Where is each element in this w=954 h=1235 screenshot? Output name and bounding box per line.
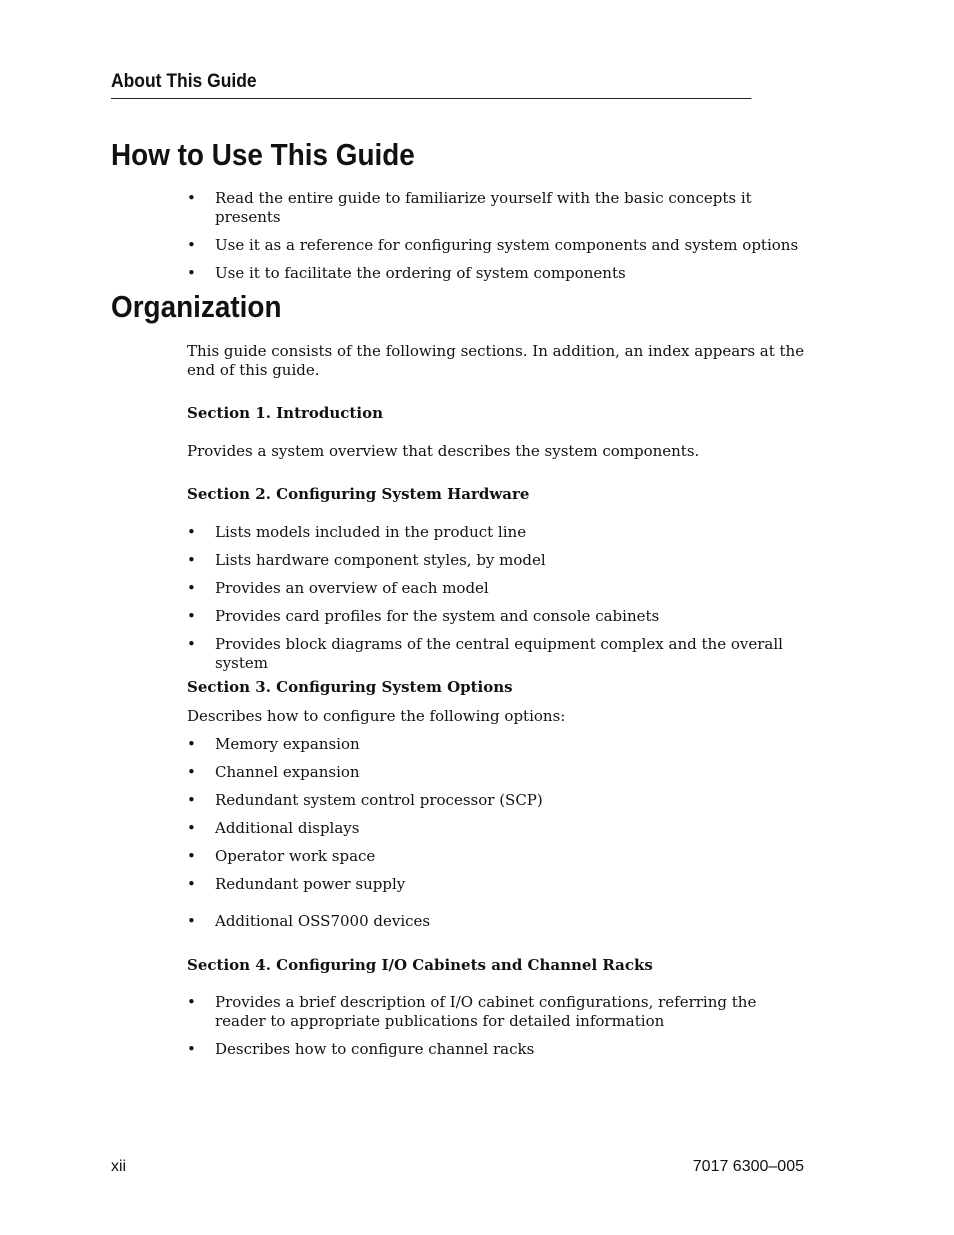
bullet-icon: • xyxy=(187,735,196,753)
bullet-icon: • xyxy=(187,875,196,893)
bullet-icon: • xyxy=(187,993,196,1011)
list-item: • Provides card profiles for the system and console cabinets xyxy=(187,607,660,625)
bullet-icon: • xyxy=(187,1040,196,1058)
running-header: About This Guide xyxy=(111,70,751,99)
list-item: • Redundant system control processor (SCP) xyxy=(187,791,543,809)
bullet-icon: • xyxy=(187,763,196,781)
how-to-use-list-block xyxy=(187,189,807,292)
footer-page-number: xii xyxy=(111,1158,127,1175)
section1-heading: Section 1. Introduction xyxy=(187,404,383,422)
bullet-icon: • xyxy=(187,523,196,541)
heading-organization: Organization xyxy=(111,289,282,324)
list-item: • Use it to facilitate the ordering of system components xyxy=(187,264,626,282)
list-item: • Channel expansion xyxy=(187,763,360,781)
how-to-use-list xyxy=(187,189,807,283)
bullet-icon: • xyxy=(187,189,196,207)
organization-intro xyxy=(187,342,807,380)
section3-extra-list xyxy=(187,912,807,931)
list-item: • Read the entire guide to familiarize yourself with the basic concepts it presents xyxy=(187,189,752,226)
list-item: • Use it as a reference for configuring system components and system options xyxy=(187,236,799,254)
list-item: • Redundant power supply xyxy=(187,875,406,893)
bullet-icon: • xyxy=(187,847,196,865)
section4-list xyxy=(187,993,807,1059)
section3-list-block xyxy=(187,735,807,903)
section4-heading: Section 4. Configuring I/O Cabinets and Channel Racks xyxy=(187,956,653,974)
list-item: • Lists models included in the product line xyxy=(187,523,527,541)
list-item: • Provides a brief description of I/O cabinet configurations, referring the reader to appropriate publications for detailed information xyxy=(187,993,757,1030)
section2-heading: Section 2. Configuring System Hardware xyxy=(187,485,530,503)
bullet-icon: • xyxy=(187,579,196,597)
organization-intro-text: This guide consists of the following sections. In addition, an index appears at the end of this guide. xyxy=(187,342,805,379)
bullet-icon: • xyxy=(187,819,196,837)
list-item: • Lists hardware component styles, by model xyxy=(187,551,546,569)
list-item: • Provides an overview of each model xyxy=(187,579,489,597)
section3-list xyxy=(187,735,807,894)
section1-text: Provides a system overview that describes the system components. xyxy=(187,442,700,460)
bullet-icon: • xyxy=(187,635,196,653)
section3-extra-block xyxy=(187,912,807,931)
list-item: • Describes how to configure channel racks xyxy=(187,1040,535,1058)
heading-how-to-use: How to Use This Guide xyxy=(111,137,415,172)
bullet-icon: • xyxy=(187,791,196,809)
bullet-icon: • xyxy=(187,912,196,930)
section2-list xyxy=(187,523,807,673)
bullet-icon: • xyxy=(187,551,196,569)
section3-intro: Describes how to configure the following options: xyxy=(187,707,566,725)
section3-heading: Section 3. Configuring System Options xyxy=(187,678,513,696)
list-item: • Operator work space xyxy=(187,847,376,865)
section2-list-block xyxy=(187,523,807,682)
bullet-icon: • xyxy=(187,607,196,625)
list-item: • Additional displays xyxy=(187,819,360,837)
list-item: • Provides block diagrams of the central equipment complex and the overall system xyxy=(187,635,783,672)
section4-list-block xyxy=(187,993,807,1068)
bullet-icon: • xyxy=(187,236,196,254)
list-item: • Memory expansion xyxy=(187,735,360,753)
bullet-icon: • xyxy=(187,264,196,282)
list-item: • Additional OSS7000 devices xyxy=(187,912,431,930)
footer-doc-number: 7017 6300–005 xyxy=(692,1158,804,1175)
